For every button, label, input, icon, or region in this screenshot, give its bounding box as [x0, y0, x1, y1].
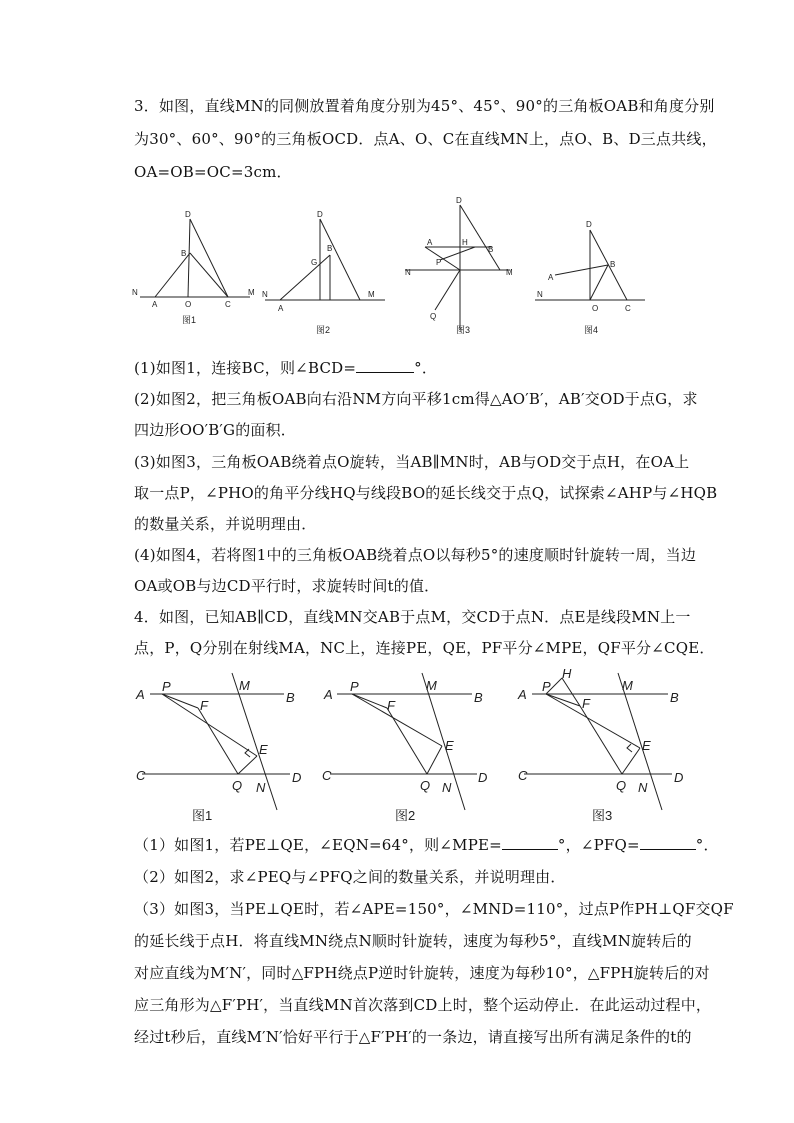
p4-q1-mid: °，∠PFQ= [557, 836, 640, 854]
p3-q1 [134, 358, 437, 378]
p3-q3-line-1: (3)如图3，三角板OAB绕着点O旋转，当AB∥MN时，AB与OD交于点H，在OA上 [134, 453, 690, 471]
fig3-label-q: Q [430, 312, 437, 321]
p3-q3-line-3: 的数量关系，并说明理由． [134, 515, 317, 533]
p4f1-label-f: F [200, 698, 208, 713]
p4f2-label-b: B [474, 690, 483, 705]
fig4-label-c: C [625, 304, 631, 313]
p4-q1-prefix: （1）如图1，若PE⊥QE，∠EQN=64°，则∠MPE= [134, 836, 502, 854]
p4f3-label-m: M [622, 678, 633, 693]
p3-figures [130, 196, 670, 340]
fig2-label-a: A [278, 304, 284, 313]
p4f1-label-b: B [286, 690, 295, 705]
fig2-caption: 图2 [316, 325, 331, 335]
fig2-label-g: G [311, 258, 318, 267]
p4-fig1-caption: 图1 [192, 808, 213, 823]
p4-q1-answer-blank-2[interactable] [640, 835, 696, 850]
p4f3-label-a: A [518, 687, 527, 702]
fig4-label-n: N [537, 290, 543, 299]
p4-q3-line-2: 的延长线于点H．将直线MN绕点N顺时针旋转，速度为每秒5°，直线MN旋转后的 [134, 932, 692, 950]
fig3-label-n: N [405, 268, 411, 277]
p4-q1-suffix: °． [695, 836, 719, 854]
p3-q2-line-1: (2)如图2，把三角板OAB向右沿NM方向平移1cm得△AO′B′，AB′交OD于点G，求 [134, 390, 698, 408]
p4f3-label-f: F [582, 696, 590, 711]
fig1-label-c: C [225, 300, 231, 309]
fig4-label-b: B [610, 260, 616, 269]
fig3-label-h: H [462, 238, 468, 247]
fig2-label-b: B [327, 244, 333, 253]
fig1-label-b: B [181, 249, 187, 258]
fig3-label-d: D [456, 196, 462, 205]
p4f2-label-m: M [426, 678, 437, 693]
p3-q1-answer-blank[interactable] [356, 358, 414, 373]
p4f1-label-p: P [162, 679, 171, 694]
p4-q3-line-4: 应三角形为△F′PH′，当直线MN首次落到CD上时，整个运动停止．在此运动过程中， [134, 996, 712, 1014]
p4f1-label-e: E [259, 742, 268, 757]
p4f1-label-q: Q [232, 778, 243, 793]
p4f3-label-q: Q [616, 778, 627, 793]
p4-line-2: 点，P，Q分别在射线MA，NC上，连接PE，QE，PF平分∠MPE，QF平分∠CQE． [134, 639, 715, 657]
p3-q3-line-2: 取一点P，∠PHO的角平分线HQ与线段BO的延长线交于点Q，试探索∠AHP与∠HQB [134, 484, 718, 502]
p3-q4-line-1: (4)如图4，若将图1中的三角板OAB绕着点O以每秒5°的速度顺时针旋转一周，当边 [134, 546, 697, 564]
p3-q1-suffix: °． [414, 359, 438, 377]
p4-line-1: 4．如图，已知AB∥CD，直线MN交AB于点M，交CD于点N．点E是线段MN上一 [134, 608, 691, 626]
p4f2-label-d: D [478, 770, 488, 785]
p3-line-2: 为30°、60°、90°的三角板OCD．点A、O、C在直线MN上，点O、B、D三点共线， [134, 130, 717, 148]
p4f3-label-h: H [562, 666, 572, 681]
p3-q4-line-2: OA或OB与边CD平行时，求旋转时间t的值． [134, 577, 440, 595]
p4f1-label-d: D [292, 770, 302, 785]
p3-q1-prefix: (1)如图1，连接BC，则∠BCD= [134, 359, 357, 377]
fig2-label-d: D [317, 210, 323, 219]
p4f1-label-c: C [136, 768, 146, 783]
p3-line-3: OA=OB=OC=3cm． [134, 163, 292, 181]
p4-figures [132, 668, 697, 828]
p4f3-label-n: N [638, 780, 648, 795]
p4f3-label-c: C [518, 768, 528, 783]
fig2-label-m: M [368, 290, 375, 299]
fig3-caption: 图3 [456, 325, 471, 335]
p4f2-label-p: P [350, 679, 359, 694]
fig3-label-a: A [427, 238, 433, 247]
fig4-label-d: D [586, 220, 592, 229]
p4f3-label-b: B [670, 690, 679, 705]
p4f3-label-p: P [542, 679, 551, 694]
p4-q1-answer-blank-1[interactable] [502, 835, 558, 850]
fig1-label-o: O [185, 300, 192, 309]
p4f2-label-e: E [445, 738, 454, 753]
p4-q3-line-5: 经过t秒后，直线M′N′恰好平行于△F′PH′的一条边，请直接写出所有满足条件的t的 [134, 1028, 692, 1046]
p4f3-label-d: D [674, 770, 684, 785]
fig1-caption: 图1 [182, 315, 197, 325]
fig1-label-d: D [185, 210, 191, 219]
p4-fig3-caption: 图3 [592, 808, 613, 823]
p3-q2-line-2: 四边形OO′B′G的面积． [134, 421, 297, 439]
fig1-label-m: M [248, 288, 255, 297]
fig4-label-a: A [548, 273, 554, 282]
fig1-label-n: N [132, 288, 138, 297]
p4f2-label-c: C [322, 768, 332, 783]
p4-q3-line-1: （3）如图3，当PE⊥QE时，若∠APE=150°，∠MND=110°，过点P作PH⊥QF交QF [134, 900, 734, 918]
fig4-caption: 图4 [584, 325, 599, 335]
p4-q3-line-3: 对应直线为M′N′，同时△FPH绕点P逆时针旋转，速度为每秒10°，△FPH旋转后的对 [134, 964, 710, 982]
fig4-label-o: O [592, 304, 599, 313]
fig3-label-m: M [506, 268, 513, 277]
p4f2-label-q: Q [420, 778, 431, 793]
p4f1-label-a: A [136, 687, 145, 702]
fig3-label-b: B [488, 245, 494, 254]
p4-fig2-caption: 图2 [395, 808, 416, 823]
p4f1-label-n: N [256, 780, 266, 795]
p4f3-label-e: E [642, 738, 651, 753]
fig1-label-a: A [152, 300, 158, 309]
fig2-label-n: N [262, 290, 268, 299]
p4-q1 [134, 835, 719, 855]
p4-q2: （2）如图2，求∠PEQ与∠PFQ之间的数量关系，并说明理由． [134, 868, 566, 886]
p3-line-1: 3．如图，直线MN的同侧放置着角度分别为45°、45°、90°的三角板OAB和角度分别 [134, 97, 715, 115]
p4f2-label-a: A [324, 687, 333, 702]
p4f1-label-m: M [239, 678, 250, 693]
p4f2-label-n: N [442, 780, 452, 795]
fig3-label-p: P [436, 258, 442, 267]
p4f2-label-f: F [387, 698, 395, 713]
